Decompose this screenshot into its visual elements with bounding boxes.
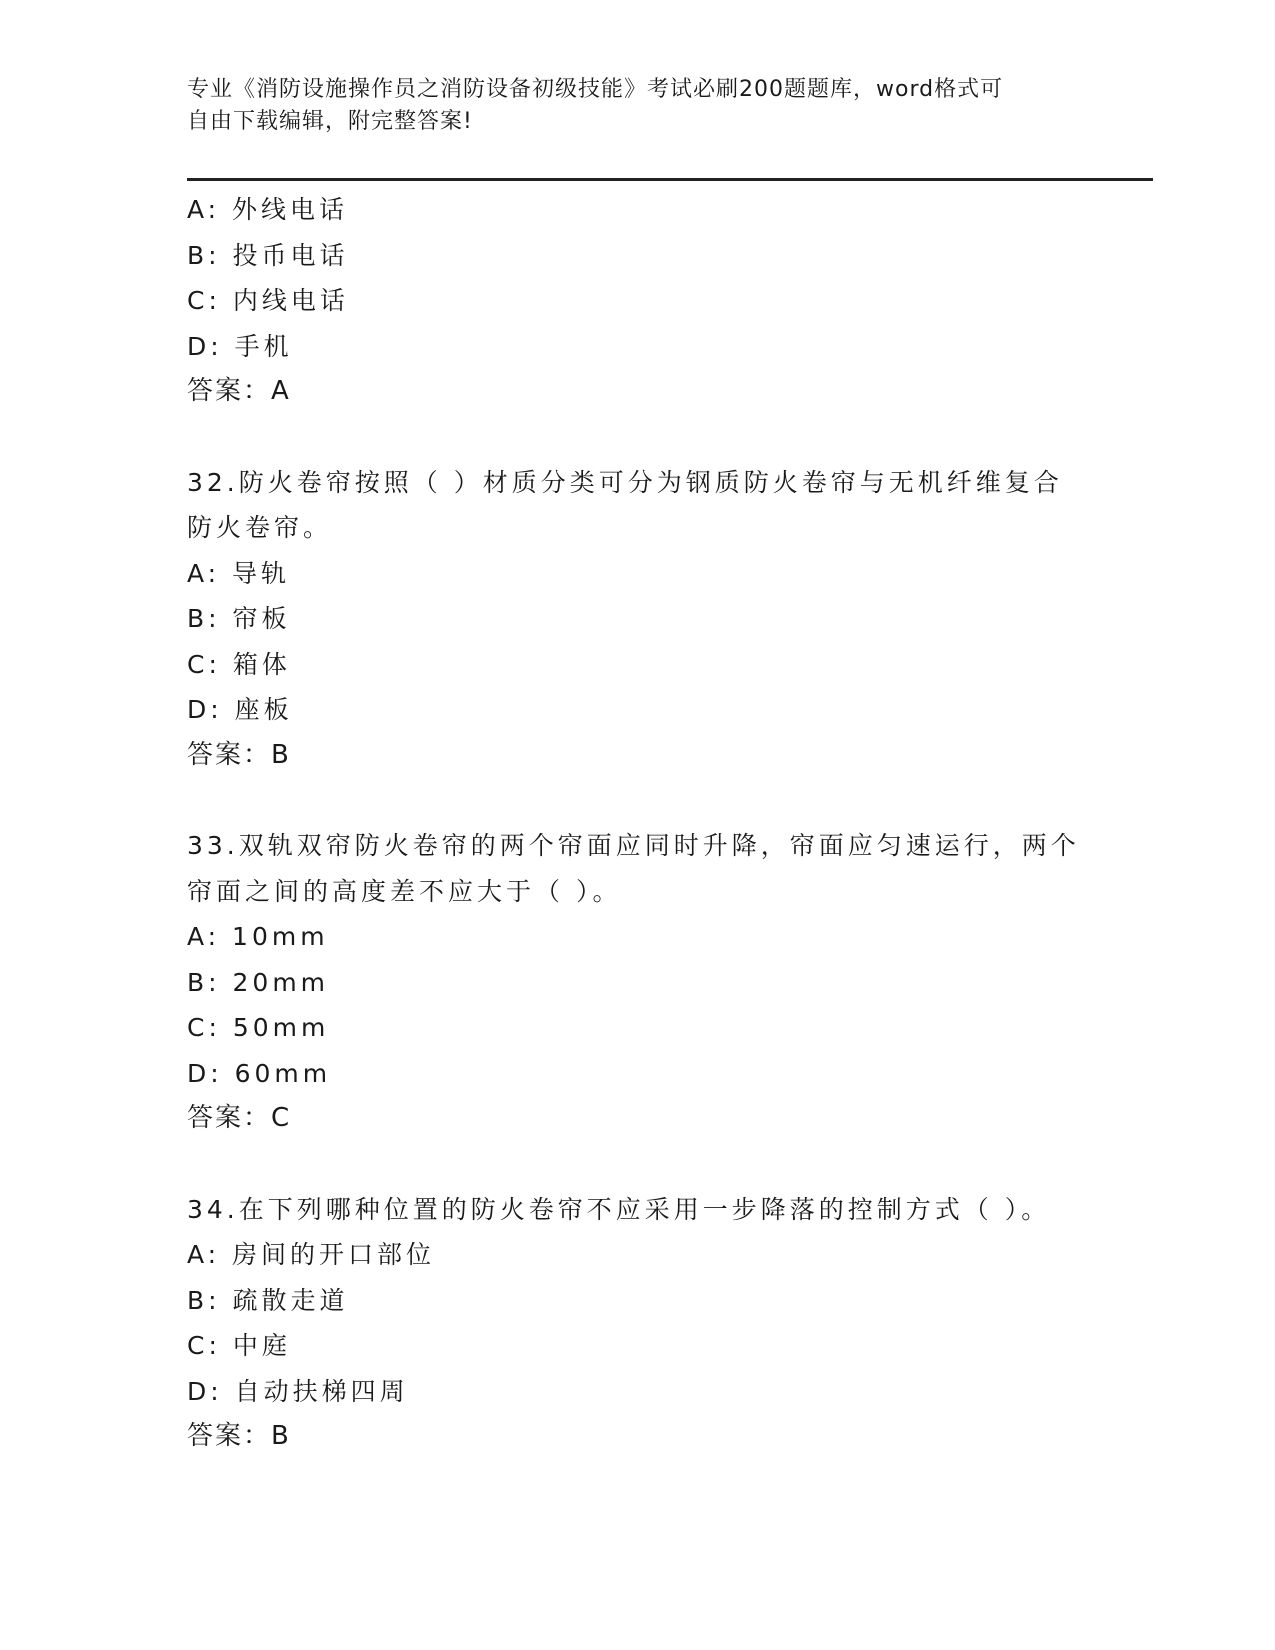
spacer [187,1142,1087,1187]
option-a: A: 外线电话 [187,195,349,224]
option-c: C: 内线电话 [187,286,349,315]
question-list [187,187,1087,1460]
option-d: D: 60mm [187,1058,332,1088]
question-stem-continued: 帘面之间的高度差不应大于（ ）。 [187,876,622,906]
option-a: A: 10mm [187,922,329,951]
option-b: B: 投币电话 [187,240,349,270]
spacer [187,778,1087,823]
answer-line: 答案：B [187,1421,291,1451]
question-stem-continued: 防火卷帘。 [187,513,333,542]
question-stem: 33.双轨双帘防火卷帘的两个帘面应同时升降，帘面应匀速运行，两个 [187,831,1080,860]
question-stem: 34.在下列哪种位置的防火卷帘不应采用一步降落的控制方式（ ）。 [187,1194,1051,1224]
question-33 [187,823,1087,1142]
option-c: C: 中庭 [187,1331,291,1360]
option-d: D: 座板 [187,695,293,724]
question-34 [187,1187,1087,1460]
answer-line: 答案：B [187,739,291,770]
spacer [187,415,1087,460]
question-stem: 32.防火卷帘按照（ ）材质分类可分为钢质防火卷帘与无机纤维复合 [187,467,1063,497]
option-c: C: 箱体 [187,649,291,679]
header-line-1: 专业《消防设施操作员之消防设备初级技能》考试必刷200题题库，word格式可 [187,77,1004,102]
document-header [187,74,1067,138]
question-32 [187,460,1087,779]
header-line-2: 自由下载编辑，附完整答案! [187,109,473,134]
option-b: B: 疏散走道 [187,1285,349,1315]
option-b: B: 帘板 [187,604,291,633]
option-c: C: 50mm [187,1013,330,1042]
question-31 [187,187,1087,415]
option-d: D: 自动扶梯四周 [187,1376,409,1406]
option-a: A: 房间的开口部位 [187,1240,436,1269]
header-divider [187,178,1153,181]
answer-line: 答案：A [187,376,291,406]
option-a: A: 导轨 [187,558,291,588]
option-b: B: 20mm [187,967,330,997]
answer-line: 答案：C [187,1103,292,1133]
option-d: D: 手机 [187,331,293,361]
